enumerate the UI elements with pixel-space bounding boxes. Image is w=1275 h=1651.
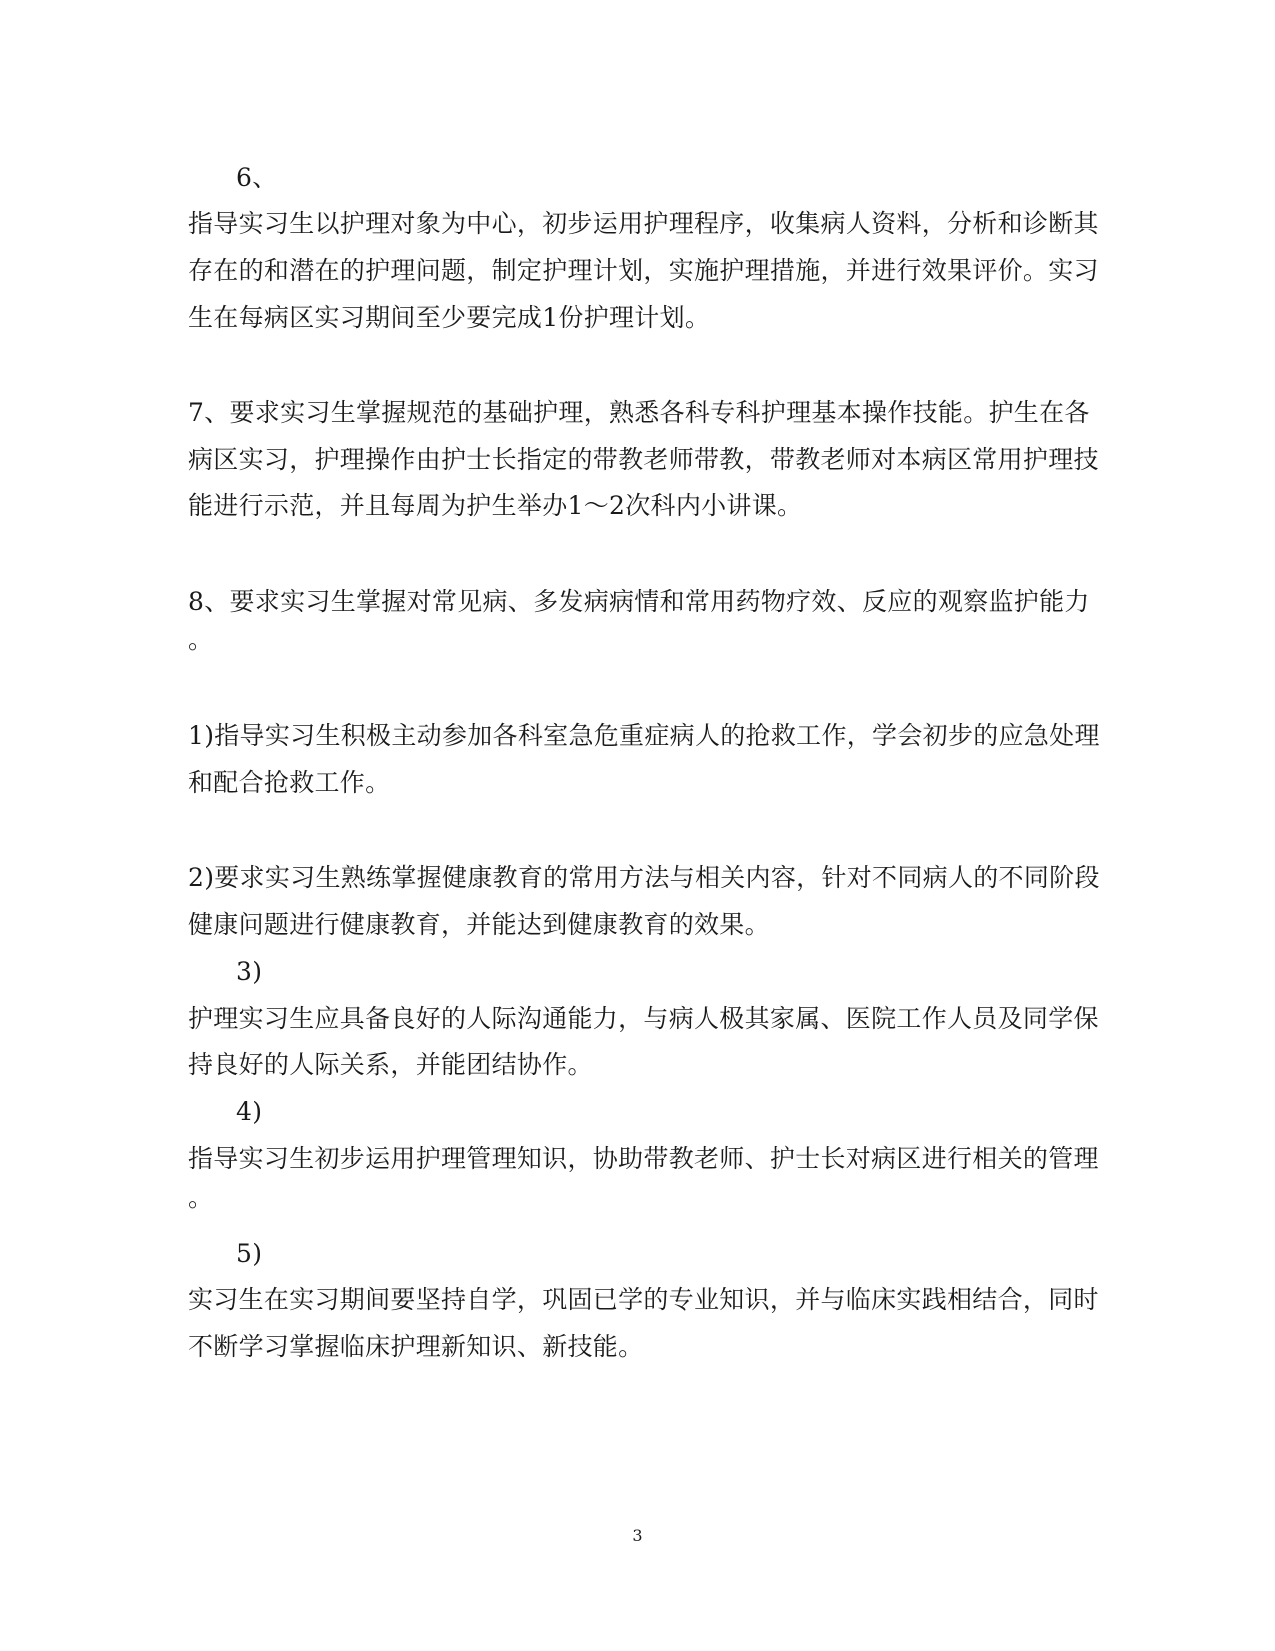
- item-7-line-3: 能进行示范，并且每周为护生举办1～2次科内小讲课。: [188, 491, 803, 520]
- sub-item-5-line-2: 不断学习掌握临床护理新知识、新技能。: [188, 1332, 644, 1361]
- sub-item-4-line-1: 指导实习生初步运用护理管理知识，协助带教老师、护士长对病区进行相关的管理: [188, 1144, 1099, 1173]
- sub-item-1-line-1: 1)指导实习生积极主动参加各科室急危重症病人的抢救工作，学会初步的应急处理: [188, 721, 1100, 750]
- item-8-line-1: 8、要求实习生掌握对常见病、多发病病情和常用药物疗效、反应的观察监护能力: [188, 587, 1090, 616]
- sub-item-2-line-1: 2)要求实习生熟练掌握健康教育的常用方法与相关内容，针对不同病人的不同阶段: [188, 863, 1100, 892]
- item-8-line-2: 。: [188, 625, 214, 654]
- item-7-line-1: 7、要求实习生掌握规范的基础护理，熟悉各科专科护理基本操作技能。护生在各: [188, 398, 1090, 427]
- page-number: 3: [632, 1526, 643, 1545]
- sub-item-4-line-2: 。: [188, 1183, 214, 1212]
- sub-item-2-line-2: 健康问题进行健康教育，并能达到健康教育的效果。: [188, 910, 770, 939]
- sub-item-4-number: 4): [236, 1097, 263, 1126]
- item-6-text-line-3: 生在每病区实习期间至少要完成1份护理计划。: [188, 303, 711, 332]
- item-6-text-line-1: 指导实习生以护理对象为中心，初步运用护理程序，收集病人资料，分析和诊断其: [188, 209, 1099, 238]
- sub-item-3-number: 3): [236, 957, 263, 986]
- sub-item-5-number: 5): [236, 1239, 263, 1268]
- sub-item-1-line-2: 和配合抢救工作。: [188, 768, 391, 797]
- sub-item-3-line-2: 持良好的人际关系，并能团结协作。: [188, 1050, 593, 1079]
- item-7-line-2: 病区实习，护理操作由护士长指定的带教老师带教，带教老师对本病区常用护理技: [188, 445, 1099, 474]
- item-6-number: 6、: [236, 163, 278, 192]
- sub-item-3-line-1: 护理实习生应具备良好的人际沟通能力，与病人极其家属、医院工作人员及同学保: [188, 1004, 1099, 1033]
- item-6-text-line-2: 存在的和潜在的护理问题，制定护理计划，实施护理措施，并进行效果评价。实习: [188, 256, 1099, 285]
- sub-item-5-line-1: 实习生在实习期间要坚持自学，巩固已学的专业知识，并与临床实践相结合，同时: [188, 1285, 1099, 1314]
